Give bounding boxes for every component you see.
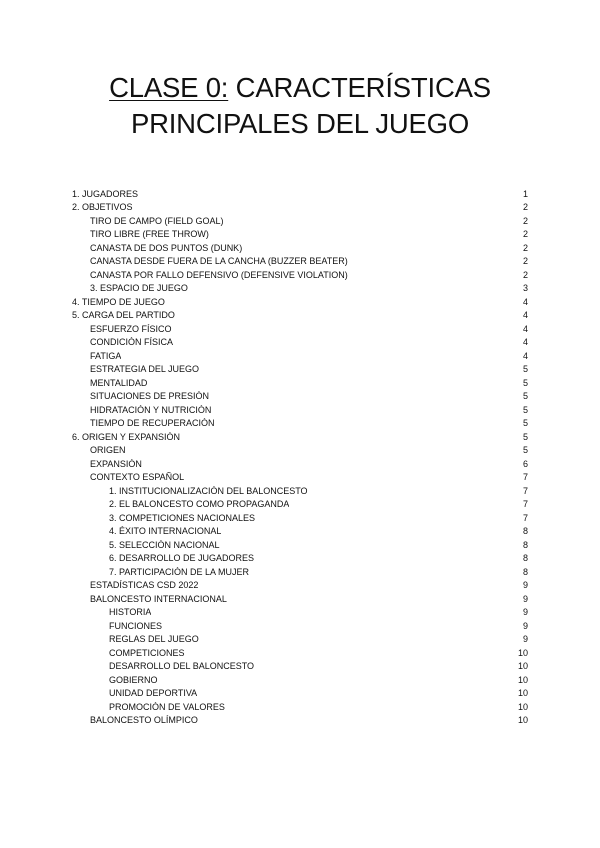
- toc-entry-page: 7: [522, 499, 528, 510]
- toc-entry[interactable]: [72, 579, 528, 593]
- toc-entry-label: FUNCIONES: [109, 620, 163, 631]
- toc-entry-page: 8: [522, 526, 528, 537]
- toc-entry[interactable]: [72, 322, 528, 336]
- toc-entry-page: 7: [522, 472, 528, 483]
- toc-entry[interactable]: [72, 633, 528, 647]
- toc-entry-page: 7: [522, 512, 528, 523]
- toc-entry[interactable]: [72, 201, 528, 215]
- toc-entry-label: HISTORIA: [109, 607, 152, 618]
- toc-entry-page: 4: [522, 323, 528, 334]
- title-line-2: PRINCIPALES DEL JUEGO: [130, 108, 470, 139]
- toc-entry-page: 1: [522, 188, 528, 199]
- toc-entry-page: 4: [522, 296, 528, 307]
- toc-entry-page: 9: [522, 607, 528, 618]
- toc-entry-label: ESTRATEGIA DEL JUEGO: [90, 364, 200, 375]
- toc-entry-page: 10: [517, 661, 528, 672]
- toc-entry-label: UNIDAD DEPORTIVA: [109, 688, 198, 699]
- toc-entry[interactable]: [72, 646, 528, 660]
- toc-entry-label: CONDICIÓN FÍSICA: [90, 337, 174, 348]
- toc-entry-page: 10: [517, 701, 528, 712]
- toc-entry[interactable]: [72, 417, 528, 431]
- toc-entry-label: 1. JUGADORES: [72, 188, 139, 199]
- toc-entry-label: 5. SELECCIÓN NACIONAL: [109, 539, 220, 550]
- toc-entry[interactable]: [72, 376, 528, 390]
- toc-entry-label: 4. ÉXITO INTERNACIONAL: [109, 526, 222, 537]
- toc-entry[interactable]: [72, 255, 528, 269]
- toc-entry-page: 9: [522, 620, 528, 631]
- title-rest: CARACTERÍSTICAS: [228, 72, 491, 103]
- toc-entry-label: 5. CARGA DEL PARTIDO: [72, 310, 175, 321]
- toc-entry-label: GOBIERNO: [109, 674, 158, 685]
- toc-entry-page: 8: [522, 566, 528, 577]
- toc-entry-page: 10: [517, 688, 528, 699]
- toc-entry[interactable]: [72, 336, 528, 350]
- toc-entry-page: 2: [522, 269, 528, 280]
- toc-entry-page: 5: [522, 431, 528, 442]
- toc-entry-page: 5: [522, 404, 528, 415]
- toc-entry-page: 7: [522, 485, 528, 496]
- toc-entry-label: BALONCESTO OLÍMPICO: [90, 715, 198, 726]
- toc-entry-label: 2. OBJETIVOS: [72, 202, 133, 213]
- toc-entry-page: 9: [522, 634, 528, 645]
- toc-entry-label: 7. PARTICIPACIÓN DE LA MUJER: [109, 566, 250, 577]
- toc-entry[interactable]: [72, 619, 528, 633]
- toc-entry[interactable]: [72, 214, 528, 228]
- toc-entry-label: MENTALIDAD: [90, 377, 148, 388]
- toc-entry-label: FATIGA: [90, 350, 122, 361]
- toc-entry-page: 2: [522, 229, 528, 240]
- document-title: [0, 70, 600, 142]
- toc-entry-page: 5: [522, 418, 528, 429]
- toc-entry-label: ESTADÍSTICAS CSD 2022: [90, 580, 199, 591]
- toc-entry-label: CANASTA DESDE FUERA DE LA CANCHA (BUZZER BEATER): [90, 256, 348, 267]
- toc-entry-label: CANASTA POR FALLO DEFENSIVO (DEFENSIVE VIOLATION): [90, 269, 348, 280]
- toc-entry-page: 9: [522, 593, 528, 604]
- toc-entry-label: SITUACIONES DE PRESIÓN: [90, 391, 210, 402]
- toc-entry-label: 6. ORIGEN Y EXPANSIÓN: [72, 431, 181, 442]
- toc-entry-label: TIRO LIBRE (FREE THROW): [90, 229, 209, 240]
- toc-entry[interactable]: [72, 349, 528, 363]
- toc-entry-page: 8: [522, 539, 528, 550]
- toc-entry[interactable]: [72, 444, 528, 458]
- toc-entry[interactable]: [72, 241, 528, 255]
- toc-entry[interactable]: [72, 471, 528, 485]
- toc-entry-label: 1. INSTITUCIONALIZACIÓN DEL BALONCESTO: [109, 485, 308, 496]
- table-of-contents: [72, 187, 528, 727]
- toc-entry-label: 3. ESPACIO DE JUEGO: [90, 283, 188, 294]
- toc-entry-page: 2: [522, 256, 528, 267]
- toc-entry-label: 4. TIEMPO DE JUEGO: [72, 296, 165, 307]
- toc-entry-page: 10: [517, 647, 528, 658]
- toc-entry[interactable]: [72, 592, 528, 606]
- toc-entry[interactable]: [72, 687, 528, 701]
- toc-entry-page: 3: [522, 283, 528, 294]
- toc-entry[interactable]: [72, 660, 528, 674]
- toc-entry[interactable]: [72, 700, 528, 714]
- toc-entry-label: 6. DESARROLLO DE JUGADORES: [109, 553, 255, 564]
- toc-entry-page: 4: [522, 310, 528, 321]
- toc-entry-label: REGLAS DEL JUEGO: [109, 634, 199, 645]
- toc-entry[interactable]: [72, 363, 528, 377]
- toc-entry-page: 5: [522, 391, 528, 402]
- toc-entry-label: PROMOCIÓN DE VALORES: [109, 701, 225, 712]
- toc-entry[interactable]: [72, 525, 528, 539]
- toc-entry-label: COMPETICIONES: [109, 647, 185, 658]
- toc-entry-page: 4: [522, 350, 528, 361]
- toc-entry-label: 3. COMPETICIONES NACIONALES: [109, 512, 256, 523]
- toc-entry[interactable]: [72, 268, 528, 282]
- toc-entry-page: 5: [522, 445, 528, 456]
- toc-entry[interactable]: [72, 295, 528, 309]
- toc-entry-page: 2: [522, 215, 528, 226]
- toc-entry-label: ESFUERZO FÍSICO: [90, 323, 172, 334]
- toc-entry[interactable]: [72, 282, 528, 296]
- toc-entry-page: 5: [522, 364, 528, 375]
- toc-entry[interactable]: [72, 538, 528, 552]
- toc-entry[interactable]: [72, 552, 528, 566]
- toc-entry-label: CANASTA DE DOS PUNTOS (DUNK): [90, 242, 243, 253]
- toc-entry-page: 8: [522, 553, 528, 564]
- toc-entry-label: 2. EL BALONCESTO COMO PROPAGANDA: [109, 499, 290, 510]
- toc-entry[interactable]: [72, 498, 528, 512]
- toc-entry-page: 2: [522, 202, 528, 213]
- toc-entry-label: TIRO DE CAMPO (FIELD GOAL): [90, 215, 224, 226]
- toc-entry[interactable]: [72, 511, 528, 525]
- toc-entry-label: HIDRATACIÓN Y NUTRICIÓN: [90, 404, 212, 415]
- toc-entry-label: DESARROLLO DEL BALONCESTO: [109, 661, 255, 672]
- toc-entry-label: ORIGEN: [90, 445, 126, 456]
- toc-entry[interactable]: [72, 457, 528, 471]
- toc-entry[interactable]: [72, 565, 528, 579]
- toc-entry[interactable]: [72, 403, 528, 417]
- toc-entry[interactable]: [72, 390, 528, 404]
- title-line-1: [0, 70, 600, 106]
- toc-entry-label: BALONCESTO INTERNACIONAL: [90, 593, 227, 604]
- toc-entry-page: 9: [522, 580, 528, 591]
- toc-entry[interactable]: [72, 187, 528, 201]
- toc-entry-page: 10: [517, 715, 528, 726]
- toc-entry[interactable]: [72, 606, 528, 620]
- toc-entry[interactable]: [72, 673, 528, 687]
- toc-entry[interactable]: [72, 309, 528, 323]
- toc-entry-page: 2: [522, 242, 528, 253]
- toc-entry-label: EXPANSIÓN: [90, 458, 142, 469]
- toc-entry[interactable]: [72, 484, 528, 498]
- toc-entry[interactable]: [72, 714, 528, 728]
- toc-entry-page: 5: [522, 377, 528, 388]
- toc-entry-page: 4: [522, 337, 528, 348]
- toc-entry-page: 10: [517, 674, 528, 685]
- toc-entry[interactable]: [72, 430, 528, 444]
- toc-entry-page: 6: [522, 458, 528, 469]
- toc-entry[interactable]: [72, 228, 528, 242]
- toc-entry-label: TIEMPO DE RECUPERACIÓN: [90, 418, 215, 429]
- toc-entry-label: CONTEXTO ESPAÑOL: [90, 472, 185, 483]
- title-prefix: CLASE 0:: [109, 72, 229, 103]
